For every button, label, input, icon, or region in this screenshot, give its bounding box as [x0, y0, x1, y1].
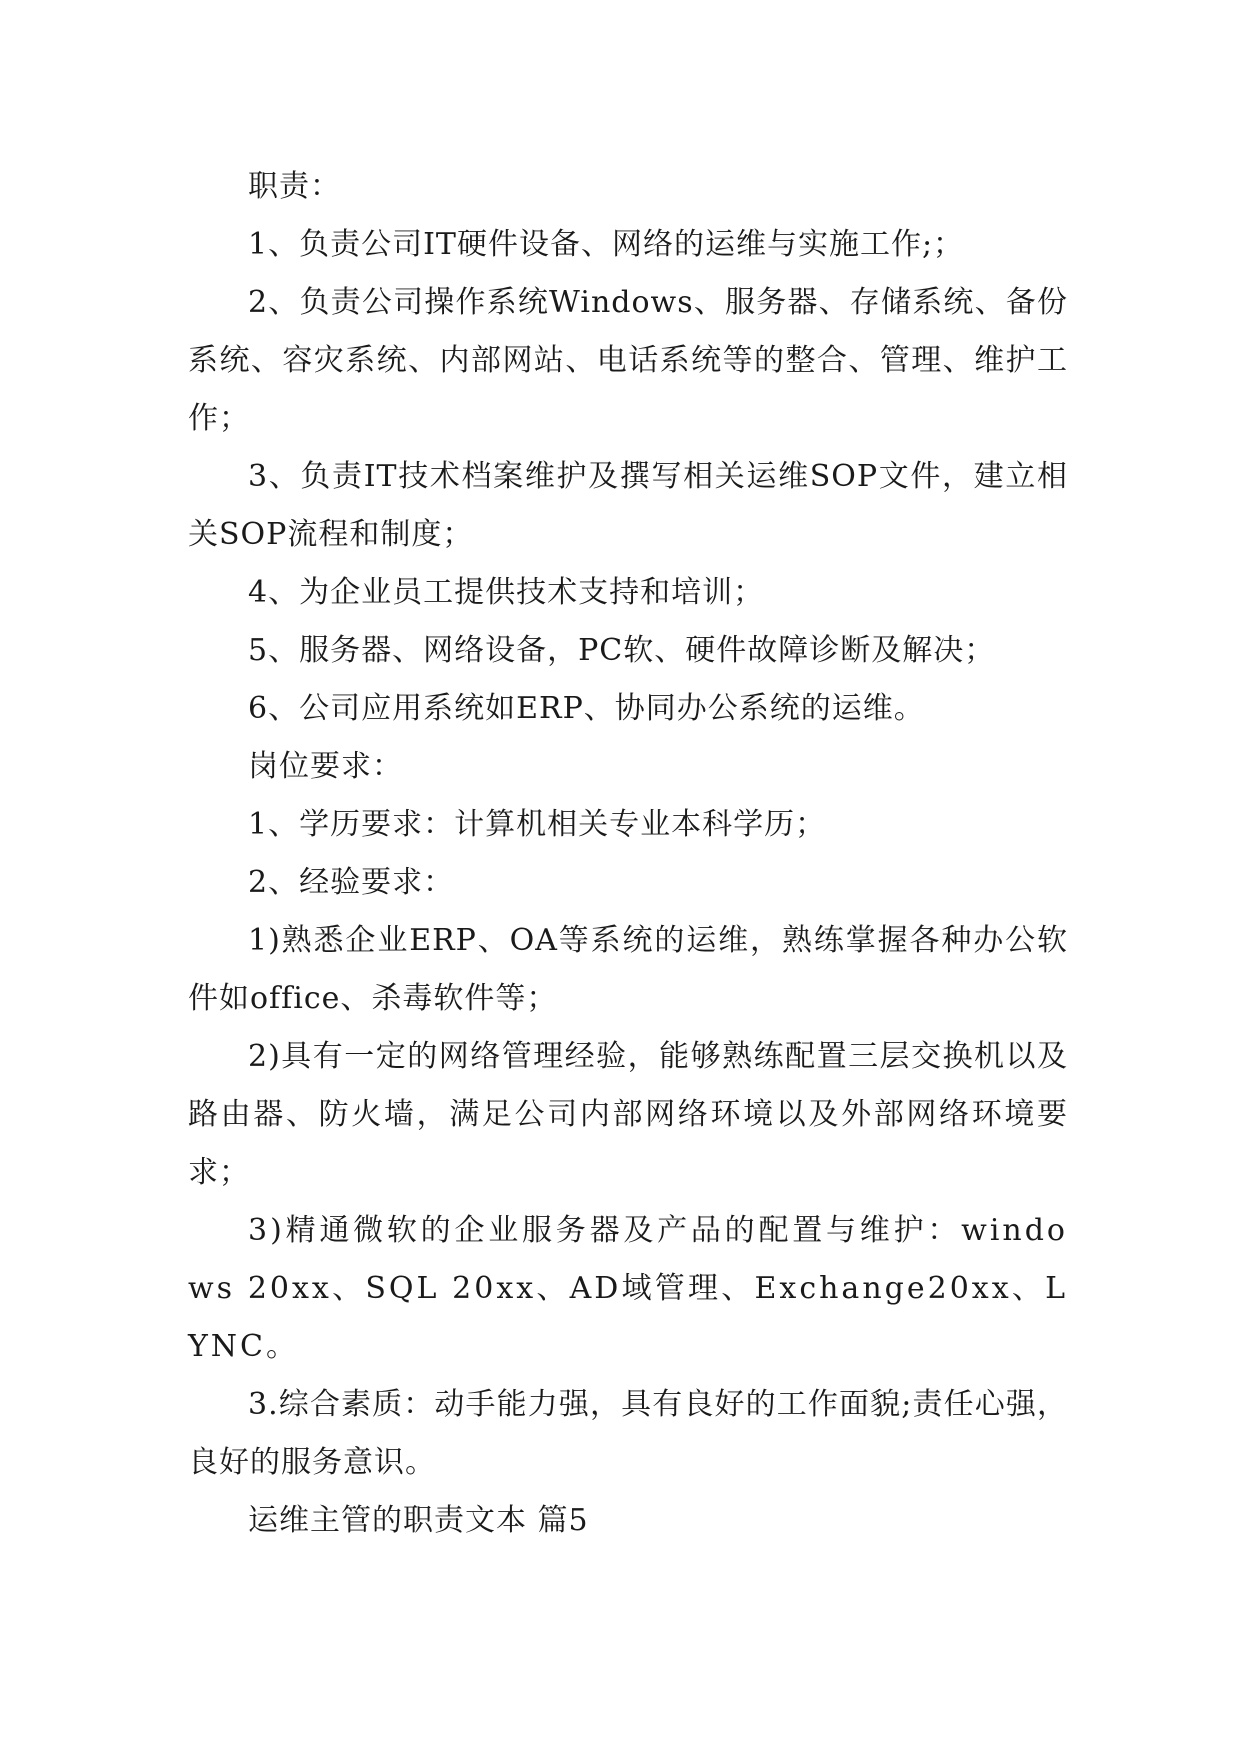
document-page — [188, 158, 1068, 1550]
paragraph: 4、为企业员工提供技术支持和培训； — [248, 575, 765, 610]
paragraph: 3.综合素质：动手能力强，具有良好的工作面貌;责任心强，良好的服务意识。 — [188, 1387, 1068, 1480]
paragraph: 3)精通微软的企业服务器及产品的配置与维护：windows 20xx、SQL 20xx、AD域管理、Exchange20xx、LYNC。 — [188, 1213, 1068, 1364]
section-title: 运维主管的职责文本 篇5 — [248, 1503, 589, 1538]
paragraph: 5、服务器、网络设备，PC软、硬件故障诊断及解决； — [248, 633, 996, 668]
paragraph: 2、经验要求： — [248, 865, 455, 900]
section-heading-duties: 职责： — [248, 169, 341, 204]
paragraph: 1、负责公司IT硬件设备、网络的运维与实施工作;； — [248, 227, 965, 262]
paragraph: 2、负责公司操作系统Windows、服务器、存储系统、备份系统、容灾系统、内部网站、电话系统等的整合、管理、维护工作； — [188, 285, 1068, 436]
section-heading-requirements: 岗位要求： — [248, 749, 403, 784]
paragraph: 3、负责IT技术档案维护及撰写相关运维SOP文件，建立相关SOP流程和制度； — [188, 459, 1068, 552]
paragraph: 1、学历要求：计算机相关专业本科学历； — [248, 807, 827, 842]
paragraph: 2)具有一定的网络管理经验，能够熟练配置三层交换机以及路由器、防火墙，满足公司内部网络环境以及外部网络环境要求； — [188, 1039, 1068, 1190]
paragraph: 1)熟悉企业ERP、OA等系统的运维，熟练掌握各种办公软件如office、杀毒软件等； — [188, 923, 1068, 1016]
paragraph: 6、公司应用系统如ERP、协同办公系统的运维。 — [248, 691, 925, 726]
